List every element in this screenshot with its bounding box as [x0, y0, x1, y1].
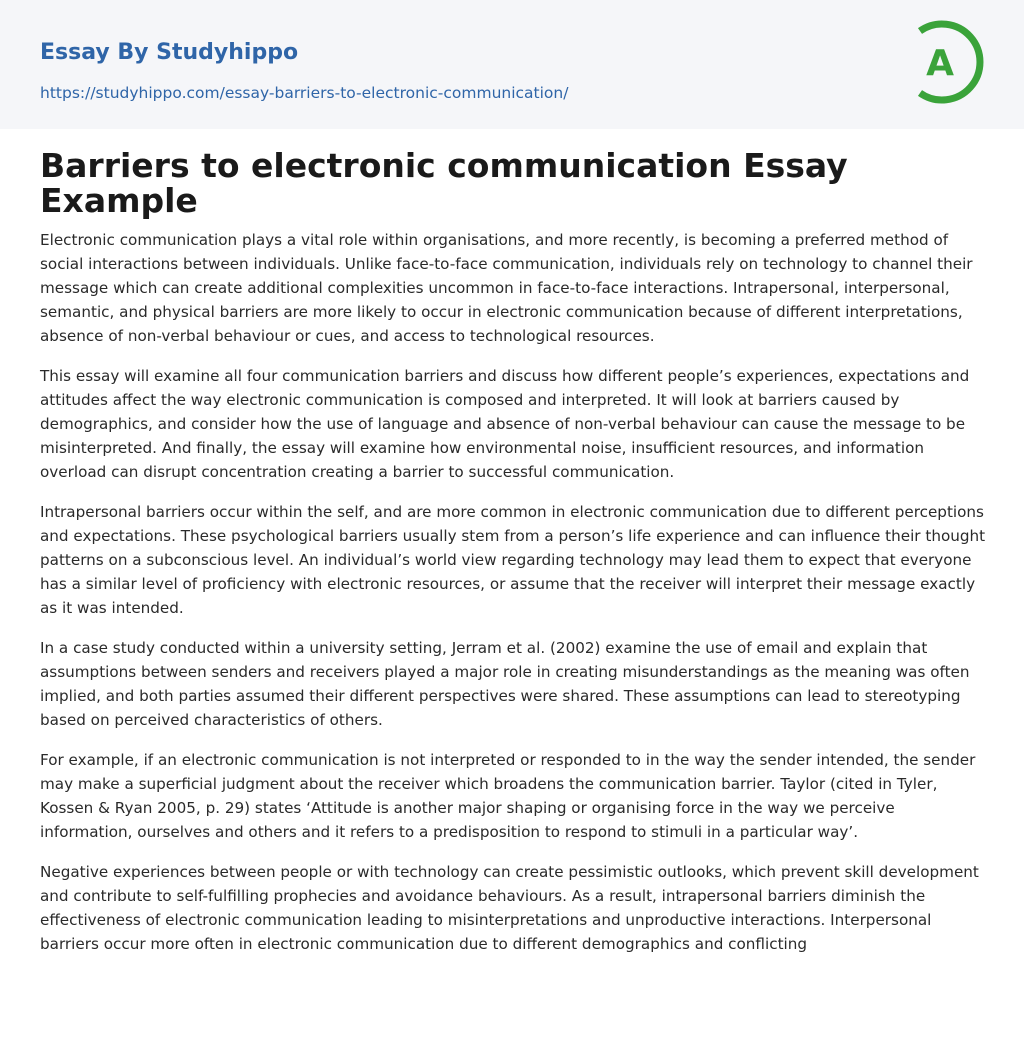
- article-paragraph: For example, if an electronic communication is not interpreted or responded to in the way the sender intended, the sender may make a superficial judgment about the receiver which broadens the communication barrier. Taylor (cited in Tyler, Kossen & Ryan 2005, p. 29) states ‘Attitude is another major shaping or organising force in the way we perceive information, ourselves and others and it refers to a predisposition to respond to stimuli in a particular way’.: [40, 751, 976, 841]
- article-paragraph: Negative experiences between people or with technology can create pessimistic outlooks, which prevent skill development and contribute to self-fulfilling prophecies and avoidance behaviours. As a result, intrapersonal barriers diminish the effectiveness of electronic communication leading to misinterpretations and unproductive interactions. Interpersonal barriers occur more often in electronic communication due to different demographics and conflicting: [40, 863, 979, 953]
- logo-letter: A: [926, 43, 954, 84]
- page-header: [0, 0, 1024, 129]
- article: [40, 148, 988, 972]
- article-paragraph: In a case study conducted within a university setting, Jerram et al. (2002) examine the use of email and explain that assumptions between senders and receivers played a major role in creating misunderstandings as the meaning was often implied, and both parties assumed their different perspectives were shared. These assumptions can lead to stereotyping based on perceived characteristics of others.: [40, 639, 970, 729]
- site-brand[interactable]: Essay By Studyhippo: [40, 40, 299, 65]
- logo-graphic: [912, 19, 986, 105]
- article-paragraph: Electronic communication plays a vital role within organisations, and more recently, is becoming a preferred method of social interactions between individuals. Unlike face-to-face communication, individuals rely on technology to channel their message which can create additional complexities uncommon in face-to-face interactions. Intrapersonal, interpersonal, semantic, and physical barriers are more likely to occur in electronic communication because of different interpretations, absence of non-verbal behaviour or cues, and access to technological resources.: [40, 231, 973, 345]
- article-paragraph: Intrapersonal barriers occur within the self, and are more common in electronic communication due to different perceptions and expectations. These psychological barriers usually stem from a person’s life experience and can influence their thought patterns on a subconscious level. An individual’s world view regarding technology may lead them to expect that everyone has a similar level of proficiency with electronic resources, or assume that the receiver will interpret their message exactly as it was intended.: [40, 503, 986, 617]
- article-paragraph: This essay will examine all four communication barriers and discuss how different people’s experiences, expectations and attitudes affect the way electronic communication is composed and interpreted. It will look at barriers caused by demographics, and consider how the use of language and absence of non-verbal behaviour can cause the message to be misinterpreted. And finally, the essay will examine how environmental noise, insufficient resources, and information overload can disrupt concentration creating a barrier to successful communication.: [40, 367, 970, 481]
- source-url-link[interactable]: https://studyhippo.com/essay-barriers-to-electronic-communication/: [40, 84, 569, 102]
- article-title: Barriers to electronic communication Essay Example: [40, 146, 848, 220]
- studyhippo-logo-icon[interactable]: [912, 19, 986, 105]
